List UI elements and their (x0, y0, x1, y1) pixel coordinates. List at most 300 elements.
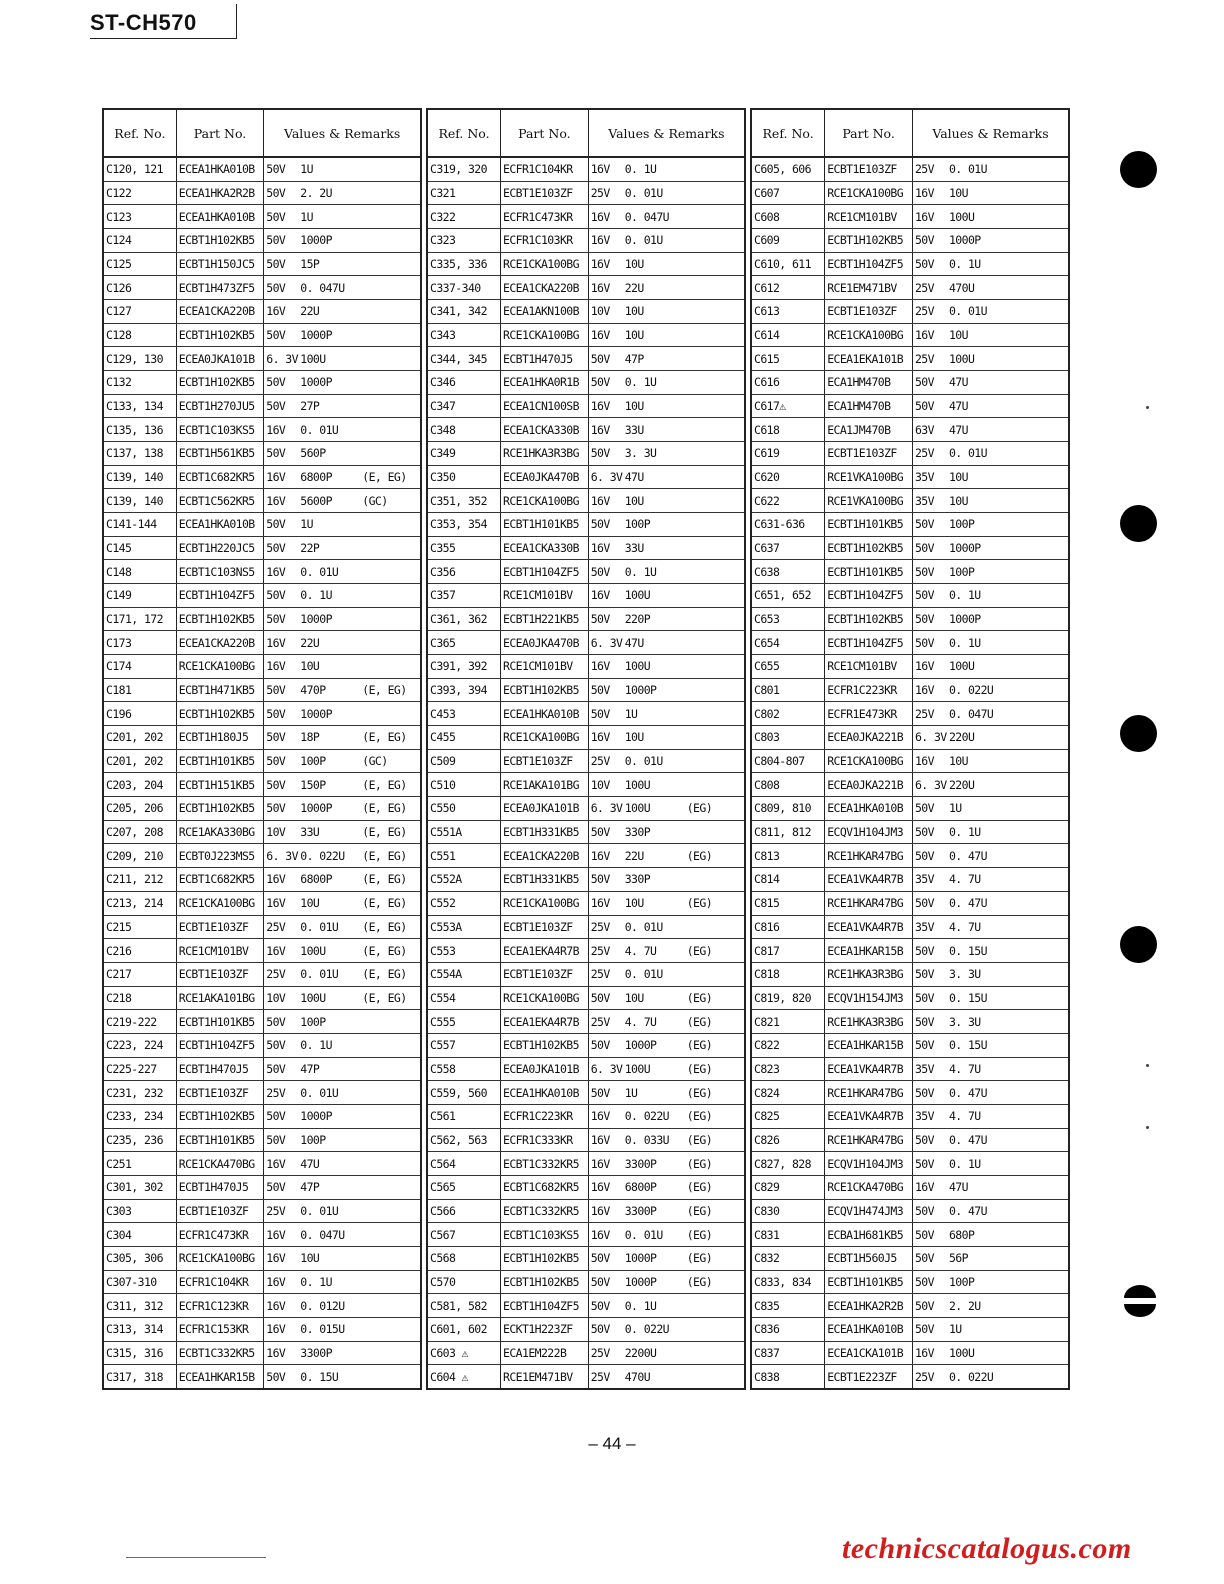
capacitance: 1000P (300, 328, 332, 343)
binding-hole-1 (1120, 151, 1157, 188)
part-no: ECEA0JKA470B (501, 631, 589, 655)
part-no: RCE1CKA100BG (176, 1246, 264, 1270)
capacitance: 0. 1U (948, 257, 981, 272)
table-row (103, 229, 421, 253)
values-remarks (912, 702, 1069, 726)
part-no: ECBT1H102KB5 (176, 702, 264, 726)
voltage: 25V (590, 967, 610, 982)
voltage: 16V (914, 209, 934, 224)
voltage: 50V (266, 328, 286, 343)
ref-no: C833, 834 (751, 1270, 825, 1294)
voltage: 50V (266, 186, 286, 200)
ref-no: C122 (103, 181, 176, 205)
values-remarks (912, 820, 1069, 844)
ref-no: C562, 563 (427, 1128, 501, 1152)
voltage: 50V (590, 1251, 610, 1266)
capacitance: 0. 01U (624, 186, 663, 200)
table-row (751, 1341, 1069, 1365)
values-remarks (912, 986, 1069, 1010)
ref-no: C174 (103, 655, 176, 679)
remark: (EG) (686, 1061, 713, 1076)
values-remarks (264, 1010, 421, 1034)
ref-no: C315, 316 (103, 1341, 176, 1365)
voltage: 50V (914, 1203, 934, 1218)
part-no: ECEA1VKA4R7B (825, 1057, 913, 1081)
voltage: 50V (590, 612, 610, 627)
ref-no: C335, 336 (427, 252, 501, 276)
table-row (751, 1128, 1069, 1152)
table-row (427, 797, 745, 821)
values-remarks (912, 749, 1069, 773)
voltage: 50V (266, 1038, 286, 1053)
part-no: ECQV1H474JM3 (825, 1199, 913, 1223)
ref-no: C313, 314 (103, 1317, 176, 1341)
voltage: 16V (914, 754, 934, 769)
part-no: ECEA1CKA330B (501, 536, 589, 560)
capacitance: 0. 47U (948, 1085, 987, 1100)
voltage: 50V (914, 233, 934, 248)
table-row (103, 205, 421, 229)
values-remarks (912, 418, 1069, 442)
remark: (E, EG) (362, 825, 407, 840)
values-remarks (264, 181, 421, 205)
capacitance: 10U (624, 493, 644, 508)
table-row (103, 1057, 421, 1081)
part-no: ECBT0J223MS5 (176, 844, 264, 868)
capacitance: 10U (624, 304, 644, 319)
ref-no: C564 (427, 1152, 501, 1176)
remark: (E, EG) (362, 848, 407, 863)
capacitance: 100U (624, 588, 651, 603)
values-remarks (912, 394, 1069, 418)
header-values: Values & Remarks (588, 109, 745, 157)
part-no: RCE1CKA100BG (176, 891, 264, 915)
ref-no: C608 (751, 205, 825, 229)
capacitance: 1U (948, 1322, 962, 1337)
ref-no: C133, 134 (103, 394, 176, 418)
part-no: RCE1AKA330BG (176, 820, 264, 844)
voltage: 16V (266, 1251, 286, 1266)
part-no: ECEA1HKA010B (825, 797, 913, 821)
capacitance: 0. 022U (300, 848, 345, 863)
capacitance: 0. 1U (624, 564, 657, 579)
ref-no: C619 (751, 442, 825, 466)
ref-no: C235, 236 (103, 1128, 176, 1152)
values-remarks (588, 773, 745, 797)
ref-no: C251 (103, 1152, 176, 1176)
remark: (EG) (686, 1203, 713, 1218)
ref-no: C301, 302 (103, 1175, 176, 1199)
table-row (427, 157, 745, 181)
voltage: 50V (914, 588, 934, 603)
table-row (427, 229, 745, 253)
table-row (427, 607, 745, 631)
values-remarks (912, 1175, 1069, 1199)
values-remarks (588, 1246, 745, 1270)
capacitance: 1U (624, 706, 638, 721)
ref-no: C809, 810 (751, 797, 825, 821)
part-no: ECBT1H470J5 (176, 1057, 264, 1081)
voltage: 25V (914, 351, 934, 366)
ref-no: C612 (751, 276, 825, 300)
table-row (427, 394, 745, 418)
values-remarks (588, 891, 745, 915)
remark: (E, EG) (362, 730, 407, 745)
voltage: 16V (914, 1345, 934, 1360)
parts-table-3 (750, 108, 1070, 1390)
voltage: 50V (914, 1014, 934, 1029)
values-remarks (912, 1033, 1069, 1057)
values-remarks (264, 797, 421, 821)
part-no: ECBT1C103KS5 (176, 418, 264, 442)
remark: (E, EG) (362, 683, 407, 698)
table-row (751, 442, 1069, 466)
values-remarks (264, 584, 421, 608)
voltage: 16V (590, 1132, 610, 1147)
capacitance: 3. 3U (948, 1014, 981, 1029)
table-row (103, 1081, 421, 1105)
voltage: 50V (914, 399, 934, 414)
part-no: RCE1CKA470BG (825, 1175, 913, 1199)
voltage: 50V (590, 872, 610, 887)
header-part: Part No. (501, 109, 589, 157)
values-remarks (588, 915, 745, 939)
capacitance: 1U (300, 209, 313, 224)
capacitance: 47P (624, 351, 644, 366)
capacitance: 47P (300, 1061, 320, 1076)
part-no: ECFR1C104KR (176, 1270, 264, 1294)
capacitance: 15P (300, 257, 320, 272)
table-row (103, 371, 421, 395)
values-remarks (264, 1152, 421, 1176)
voltage: 35V (914, 493, 934, 508)
capacitance: 47U (948, 1180, 968, 1195)
part-no: ECEA0JKA470B (501, 465, 589, 489)
ref-no: C838 (751, 1365, 825, 1389)
table-row (427, 1033, 745, 1057)
values-remarks (912, 891, 1069, 915)
ref-no: C837 (751, 1341, 825, 1365)
part-no: ECBT1H331KB5 (501, 868, 589, 892)
capacitance: 10U (624, 730, 644, 745)
capacitance: 0. 47U (948, 848, 987, 863)
voltage: 25V (914, 446, 934, 461)
table-row (103, 1175, 421, 1199)
table-row (103, 394, 421, 418)
values-remarks (264, 1223, 421, 1247)
values-remarks (588, 181, 745, 205)
values-remarks (264, 418, 421, 442)
capacitance: 100U (300, 990, 326, 1005)
voltage: 50V (266, 1061, 286, 1076)
part-no: ECBT1E103ZF (501, 915, 589, 939)
voltage: 16V (590, 1203, 610, 1218)
capacitance: 10U (624, 399, 644, 414)
table-row (427, 371, 745, 395)
voltage: 16V (590, 209, 610, 224)
table-row (103, 1317, 421, 1341)
voltage: 25V (590, 1369, 610, 1384)
part-no: ECBT1E103ZF (501, 181, 589, 205)
part-no: ECA1EM222B (501, 1341, 589, 1365)
values-remarks (264, 1199, 421, 1223)
voltage: 50V (266, 801, 286, 816)
ref-no: C617⚠ (751, 394, 825, 418)
capacitance: 4. 7U (948, 1061, 981, 1076)
part-no: ECFR1C223KR (825, 678, 913, 702)
capacitance: 0. 01U (624, 1227, 663, 1242)
values-remarks (588, 1104, 745, 1128)
ref-no: C509 (427, 749, 501, 773)
part-no: ECBT1H102KB5 (825, 607, 913, 631)
table-row (427, 1128, 745, 1152)
table-row (103, 1365, 421, 1389)
voltage: 50V (590, 825, 610, 840)
part-no: ECBT1H102KB5 (501, 1246, 589, 1270)
values-remarks (264, 1246, 421, 1270)
ref-no: C653 (751, 607, 825, 631)
part-no: ECFR1C123KR (176, 1294, 264, 1318)
voltage: 50V (914, 801, 934, 816)
part-no: ECBT1H102KB5 (825, 229, 913, 253)
voltage: 25V (590, 943, 610, 958)
ref-no: C566 (427, 1199, 501, 1223)
values-remarks (264, 394, 421, 418)
ref-no: C605, 606 (751, 157, 825, 181)
table-row (103, 300, 421, 324)
capacitance: 33U (624, 541, 644, 556)
part-no: ECQV1H104JM3 (825, 820, 913, 844)
capacitance: 22P (300, 541, 320, 556)
values-remarks (912, 252, 1069, 276)
capacitance: 1000P (624, 1274, 657, 1289)
part-no: ECKT1H223ZF (501, 1317, 589, 1341)
voltage: 10V (590, 777, 610, 792)
values-remarks (588, 157, 745, 181)
part-no: ECFR1C223KR (501, 1104, 589, 1128)
remark: (EG) (686, 896, 713, 911)
values-remarks (912, 1223, 1069, 1247)
ref-no: C801 (751, 678, 825, 702)
values-remarks (264, 1104, 421, 1128)
values-remarks (264, 442, 421, 466)
table-row (103, 181, 421, 205)
values-remarks (264, 726, 421, 750)
voltage: 50V (914, 943, 934, 958)
remark: (E, EG) (362, 777, 407, 792)
values-remarks (588, 678, 745, 702)
voltage: 16V (266, 1156, 286, 1171)
capacitance: 0. 1U (948, 1156, 981, 1171)
voltage: 16V (590, 1156, 610, 1171)
capacitance: 0. 1U (948, 825, 981, 840)
part-no: ECEA1HKA010B (176, 157, 264, 181)
capacitance: 100P (300, 1132, 326, 1147)
part-no: ECBT1H473ZF5 (176, 276, 264, 300)
values-remarks (912, 300, 1069, 324)
voltage: 6. 3V (590, 1061, 623, 1076)
capacitance: 100P (300, 1014, 326, 1029)
table-row (751, 181, 1069, 205)
capacitance: 0. 1U (300, 1038, 332, 1053)
ref-no: C826 (751, 1128, 825, 1152)
table-row (427, 1341, 745, 1365)
remark: (EG) (686, 943, 713, 958)
values-remarks (264, 347, 421, 371)
voltage: 50V (266, 588, 286, 603)
ref-no: C344, 345 (427, 347, 501, 371)
part-no: ECBT1C682KR5 (176, 868, 264, 892)
values-remarks (588, 560, 745, 584)
part-no: ECBT1E103ZF (176, 1199, 264, 1223)
table-row (751, 868, 1069, 892)
table-row (751, 394, 1069, 418)
table-row (751, 489, 1069, 513)
ref-no: C609 (751, 229, 825, 253)
part-no: ECEA1EKA4R7B (501, 1010, 589, 1034)
part-no: ECBT1H470J5 (176, 1175, 264, 1199)
capacitance: 1U (948, 801, 962, 816)
values-remarks (264, 607, 421, 631)
table-row (751, 891, 1069, 915)
remark: (E, EG) (362, 470, 407, 485)
ref-no: C223, 224 (103, 1033, 176, 1057)
brand-watermark[interactable]: technicscatalogus.com (842, 1532, 1132, 1565)
table-row (427, 1365, 745, 1389)
ref-no: C209, 210 (103, 844, 176, 868)
part-no: ECBT1H101KB5 (176, 1128, 264, 1152)
voltage: 16V (590, 257, 610, 272)
values-remarks (588, 1294, 745, 1318)
values-remarks (264, 560, 421, 584)
remark: (E, EG) (362, 943, 407, 958)
values-remarks (588, 868, 745, 892)
voltage: 50V (266, 1180, 286, 1195)
ref-no: C213, 214 (103, 891, 176, 915)
ref-no: C551A (427, 820, 501, 844)
part-no: ECBT1H102KB5 (176, 229, 264, 253)
table-row (427, 252, 745, 276)
ref-no: C558 (427, 1057, 501, 1081)
part-no: ECFR1C104KR (501, 157, 589, 181)
values-remarks (912, 844, 1069, 868)
ref-no: C348 (427, 418, 501, 442)
part-no: ECQV1H154JM3 (825, 986, 913, 1010)
voltage: 6. 3V (914, 730, 947, 745)
capacitance: 56P (948, 1251, 968, 1266)
table-row (751, 252, 1069, 276)
table-row (103, 749, 421, 773)
values-remarks (264, 371, 421, 395)
values-remarks (912, 205, 1069, 229)
part-no: ECBT1H104ZF5 (176, 1033, 264, 1057)
part-no: ECBT1H221KB5 (501, 607, 589, 631)
ref-no: C616 (751, 371, 825, 395)
table-row (103, 868, 421, 892)
values-remarks (912, 276, 1069, 300)
part-no: RCE1AKA101BG (501, 773, 589, 797)
table-row (751, 749, 1069, 773)
table-row (103, 1152, 421, 1176)
ref-no: C601, 602 (427, 1317, 501, 1341)
voltage: 50V (266, 612, 286, 627)
capacitance: 3300P (624, 1203, 657, 1218)
table-row (103, 347, 421, 371)
part-no: RCE1CKA100BG (501, 986, 589, 1010)
ref-no: C554 (427, 986, 501, 1010)
values-remarks (264, 205, 421, 229)
voltage: 50V (590, 1298, 610, 1313)
capacitance: 22U (300, 304, 320, 319)
part-no: RCE1CKA470BG (176, 1152, 264, 1176)
voltage: 50V (914, 541, 934, 556)
part-no: ECEA1HKA2R2B (176, 181, 264, 205)
ref-no: C802 (751, 702, 825, 726)
part-no: RCE1CKA100BG (825, 749, 913, 773)
table-row (427, 773, 745, 797)
values-remarks (912, 678, 1069, 702)
ref-no: C337-340 (427, 276, 501, 300)
table-row (751, 797, 1069, 821)
values-remarks (264, 773, 421, 797)
capacitance: 1000P (300, 801, 332, 816)
speck (1146, 1126, 1149, 1129)
table-row (103, 323, 421, 347)
table-row (751, 678, 1069, 702)
ref-no: C203, 204 (103, 773, 176, 797)
voltage: 50V (266, 1014, 286, 1029)
ref-no: C171, 172 (103, 607, 176, 631)
voltage: 35V (914, 1061, 934, 1076)
capacitance: 100U (948, 351, 975, 366)
values-remarks (264, 252, 421, 276)
part-no: ECEA1HKA0R1B (501, 371, 589, 395)
capacitance: 100U (300, 351, 326, 366)
table-row (427, 1175, 745, 1199)
capacitance: 1U (624, 1085, 638, 1100)
part-no: ECEA1HKA010B (176, 513, 264, 537)
values-remarks (588, 1317, 745, 1341)
values-remarks (588, 205, 745, 229)
part-no: ECEA1EKA101B (825, 347, 913, 371)
ref-no: C311, 312 (103, 1294, 176, 1318)
capacitance: 0. 022U (624, 1109, 669, 1124)
ref-no: C219-222 (103, 1010, 176, 1034)
part-no: ECBT1H101KB5 (825, 1270, 913, 1294)
values-remarks (264, 1033, 421, 1057)
part-no: RCE1HKA3R3BG (825, 1010, 913, 1034)
values-remarks (912, 1081, 1069, 1105)
table-row (427, 489, 745, 513)
part-no: RCE1CKA100BG (501, 891, 589, 915)
values-remarks (264, 1128, 421, 1152)
part-no: RCE1CM101BV (825, 655, 913, 679)
capacitance: 6800P (300, 872, 332, 887)
part-no: ECBT1C103NS5 (176, 560, 264, 584)
table-row (751, 986, 1069, 1010)
table-row (751, 276, 1069, 300)
part-no: RCE1EM471BV (501, 1365, 589, 1389)
part-no: ECFR1C153KR (176, 1317, 264, 1341)
ref-no: C391, 392 (427, 655, 501, 679)
part-no: ECFR1C473KR (501, 205, 589, 229)
ref-no: C835 (751, 1294, 825, 1318)
voltage: 16V (266, 635, 286, 650)
table-row (427, 323, 745, 347)
table-row (103, 252, 421, 276)
voltage: 6. 3V (266, 848, 298, 863)
ref-no: C307-310 (103, 1270, 176, 1294)
